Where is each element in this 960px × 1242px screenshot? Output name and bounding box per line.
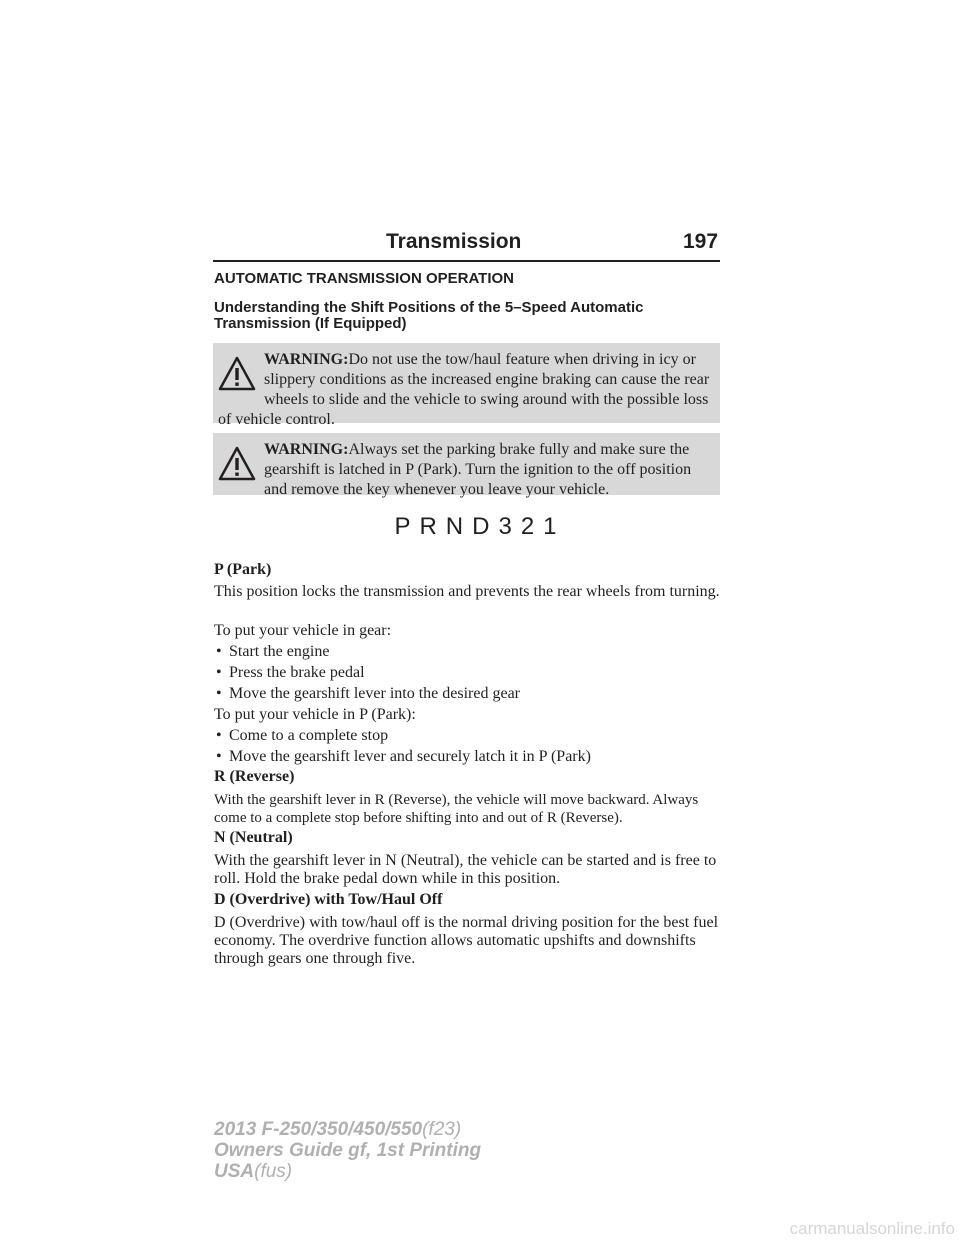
list-item: • Come to a complete stop xyxy=(216,727,389,744)
warning-text: Always set the parking brake fully and make sure the gearshift is latched in P (Park). Turn the ignition to the off position and remove the key whenever you leave your vehicle. xyxy=(264,441,692,498)
chapter-title: Transmission xyxy=(386,230,522,253)
subsection-title: Understanding the Shift Positions of the 5–Speed Automatic Transmission (If Equipped) xyxy=(214,299,644,332)
warning-text: Do not use the tow/haul feature when driving in icy or slippery conditions as the increased engine braking can cause the rear wheels to slide and the vehicle to swing around with the possible loss of vehicle control. xyxy=(218,351,710,428)
warning-label: WARNING: xyxy=(264,351,349,368)
park-intro: To put your vehicle in P (Park): xyxy=(214,706,416,723)
warning-box xyxy=(213,433,720,498)
warning-triangle-icon xyxy=(218,446,256,482)
neutral-description: With the gearshift lever in N (Neutral), the vehicle can be started and is free to roll. Hold the brake pedal down while in this position. xyxy=(214,852,717,887)
park-heading: P (Park) xyxy=(214,561,272,578)
list-item: • Move the gearshift lever into the desired gear xyxy=(216,685,520,702)
list-item: • Move the gearshift lever and securely latch it in P (Park) xyxy=(216,748,591,765)
list-item: • Start the engine xyxy=(216,643,330,660)
footer-line: 2013 F-250/350/450/550(f23) xyxy=(214,1119,462,1140)
page-number: 197 xyxy=(683,230,719,253)
header-divider xyxy=(213,260,720,262)
list-item: • Press the brake pedal xyxy=(216,664,365,681)
reverse-description: With the gearshift lever in R (Reverse), the vehicle will move backward. Always come to a complete stop before shifting into and out of R (Reverse). xyxy=(214,792,699,826)
overdrive-heading: D (Overdrive) with Tow/Haul Off xyxy=(214,891,443,908)
section-title: AUTOMATIC TRANSMISSION OPERATION xyxy=(214,270,514,287)
park-description: This position locks the transmission and prevents the rear wheels from turning. xyxy=(214,583,720,600)
reverse-heading: R (Reverse) xyxy=(214,768,295,785)
overdrive-description: D (Overdrive) with tow/haul off is the normal driving position for the best fuel economy. The overdrive function allows automatic upshifts and downshifts through gears one through five. xyxy=(214,914,719,967)
footer-line: USA(fus) xyxy=(214,1161,293,1182)
warning-box xyxy=(213,343,720,428)
footer-line: Owners Guide gf, 1st Printing xyxy=(214,1140,482,1161)
gear-position-indicator: PRND321 xyxy=(394,513,566,540)
warning-label: WARNING: xyxy=(264,441,349,458)
neutral-heading: N (Neutral) xyxy=(214,829,293,846)
warning-triangle-icon xyxy=(218,356,256,392)
gear-intro: To put your vehicle in gear: xyxy=(214,622,392,639)
watermark: carmanualsonline.info xyxy=(789,1219,955,1238)
